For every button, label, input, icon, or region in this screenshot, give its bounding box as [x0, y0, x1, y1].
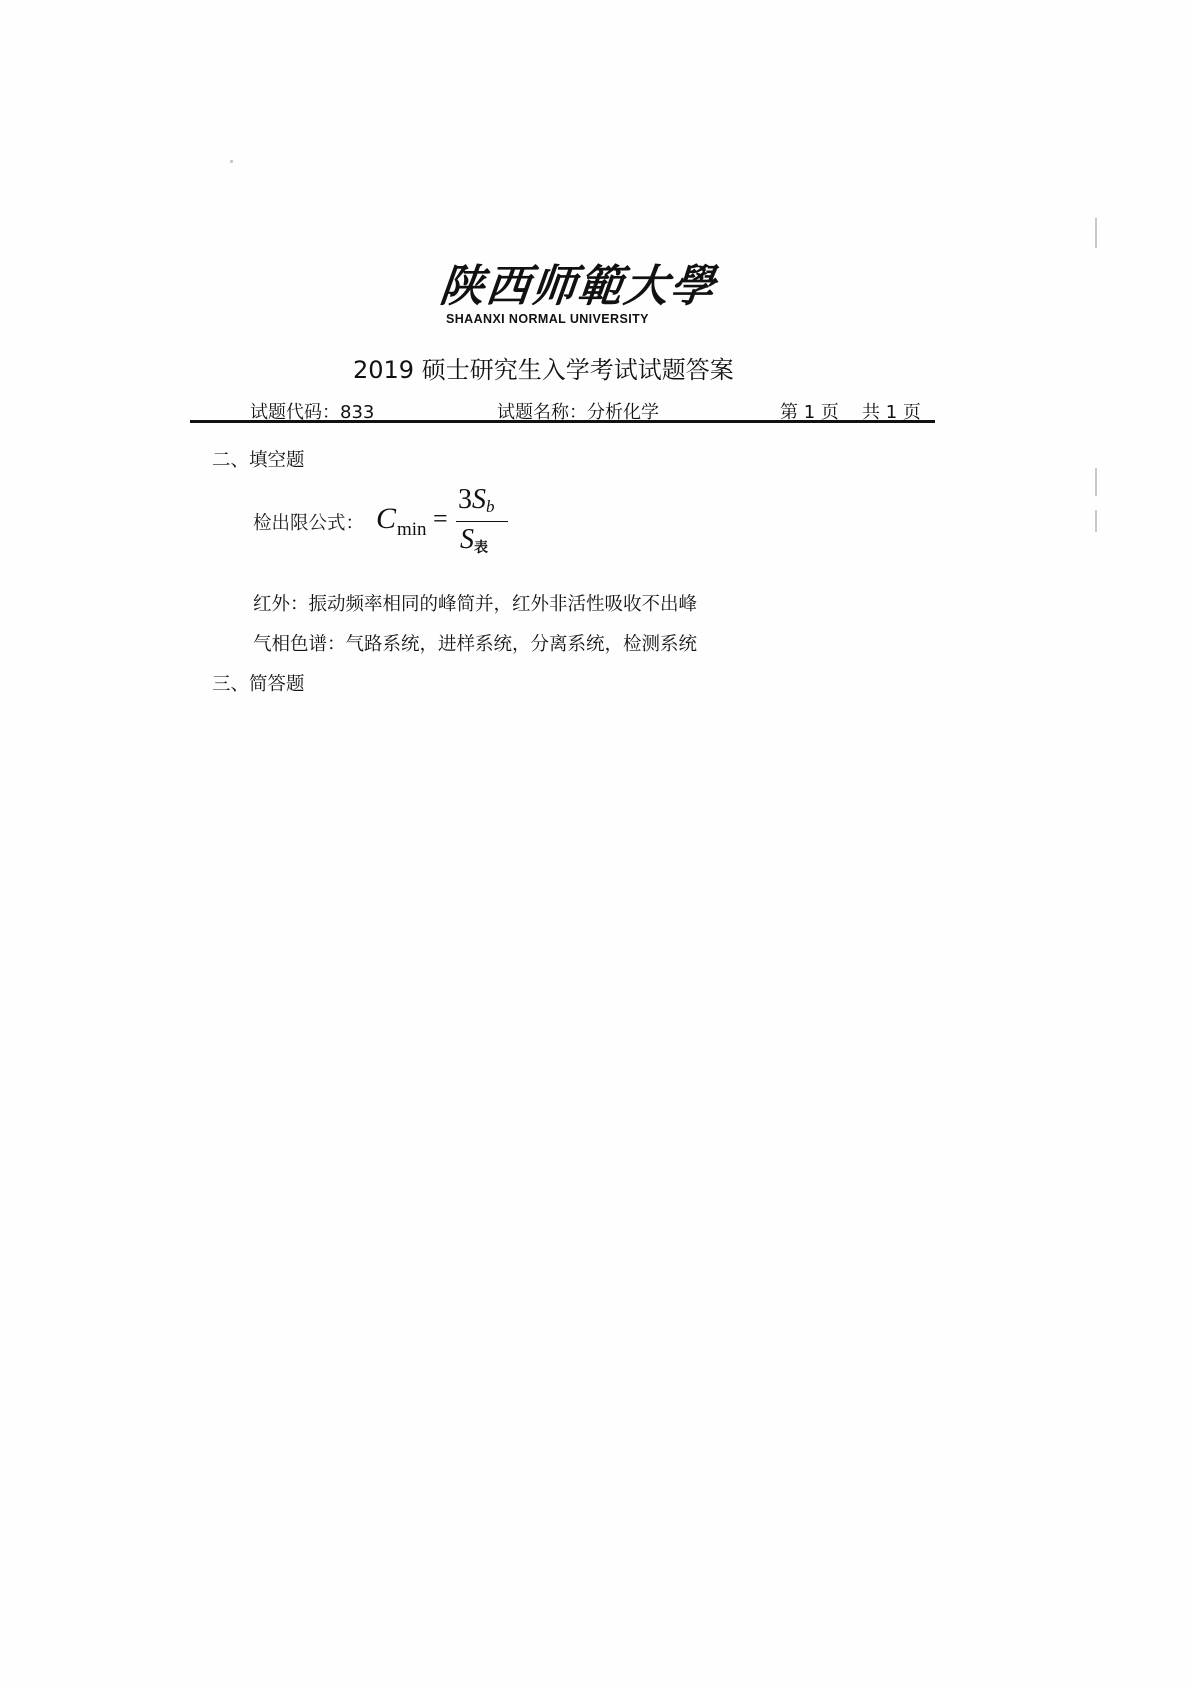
formula-numerator: $3S_b$ — [458, 484, 495, 516]
university-logo-calligraphy: 陕西师範大學 — [437, 261, 719, 312]
answer-gc: 气相色谱：气路系统，进样系统，分离系统，检测系统 — [253, 634, 698, 655]
formula-label: 检出限公式： — [253, 513, 365, 534]
detection-limit-formula — [372, 482, 532, 562]
page-number: 第 1 页 — [780, 402, 839, 423]
scan-speck — [230, 160, 233, 163]
section-fill-blank: 二、填空题 — [212, 450, 305, 471]
formula-lhs: C — [376, 502, 397, 535]
formula-equals: = — [433, 504, 448, 533]
university-logo-english: SHAANXI NORMAL UNIVERSITY — [446, 312, 649, 326]
formula-denominator: $S_表$ — [460, 524, 488, 556]
header-rule — [190, 420, 935, 423]
formula-lhs-sub: min — [397, 519, 427, 540]
exam-name: 试题名称：分析化学 — [497, 402, 659, 423]
section-short-answer: 三、简答题 — [212, 674, 305, 695]
page-total: 共 1 页 — [862, 402, 921, 423]
scan-speck — [1095, 218, 1097, 248]
page-title: 2019 硕士研究生入学考试试题答案 — [353, 356, 734, 384]
scan-speck — [1095, 468, 1097, 496]
answer-ir: 红外：振动频率相同的峰简并，红外非活性吸收不出峰 — [253, 594, 698, 615]
scan-speck — [1095, 510, 1097, 532]
formula-fraction-bar — [456, 521, 508, 522]
exam-code: 试题代码：833 — [250, 402, 375, 423]
